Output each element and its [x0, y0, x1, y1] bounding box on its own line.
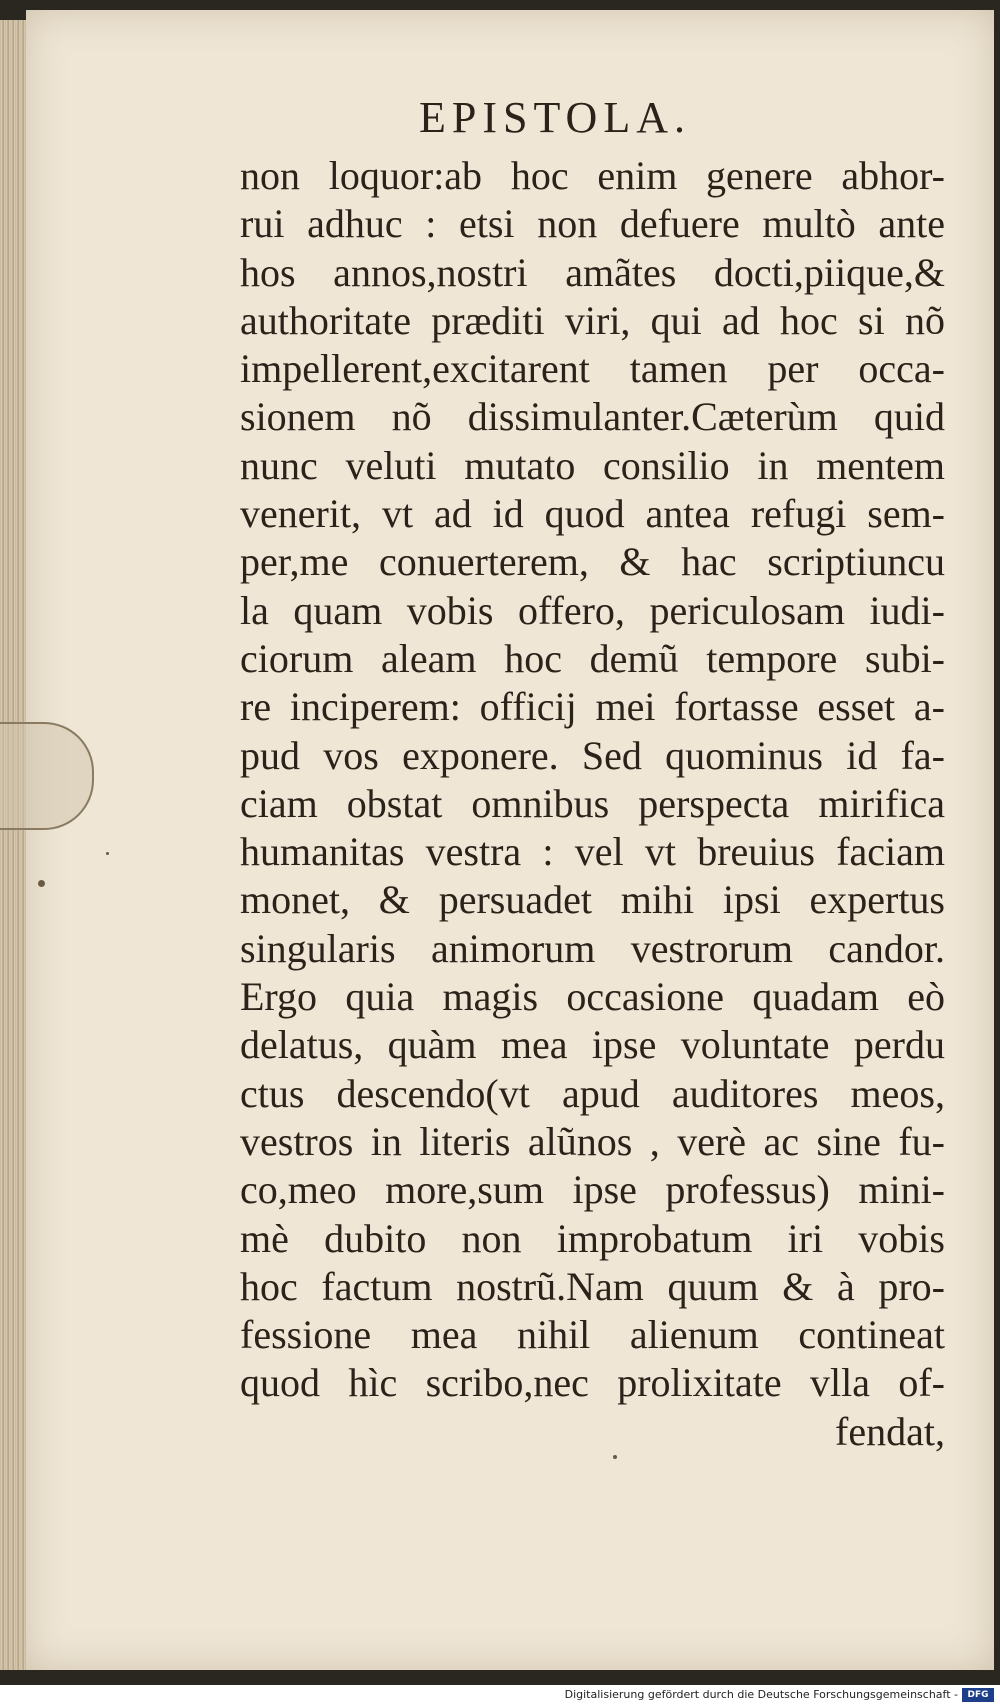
text-line: co,meo more,sum ipse professus) mini-: [240, 1167, 945, 1213]
text-line: non loquor:ab hoc enim genere abhor-: [240, 153, 945, 198]
ink-speck: [38, 880, 45, 887]
text-line: authoritate præditi viri, qui ad hoc si nõ: [240, 297, 945, 343]
ink-speck: [106, 852, 109, 855]
text-line: ciam obstat omnibus perspecta mirifica: [240, 780, 945, 826]
text-line: vestros in literis alũnos , verè ac sine fu-: [240, 1118, 945, 1164]
text-line: ctus descendo(vt apud auditores meos,: [240, 1070, 945, 1116]
text-line: fessione mea nihil alienum contineat: [240, 1312, 945, 1358]
text-block: [240, 152, 950, 1456]
text-line: impellerent,excitarent tamen per occa-: [240, 346, 945, 392]
page-clip-tab: [0, 722, 94, 830]
text-line: per,me conuerterem, & hac scriptiuncu: [240, 539, 945, 585]
text-line: hoc factum nostrũ.Nam quum & à pro-: [240, 1263, 945, 1309]
dfg-logo: DFG: [962, 1688, 994, 1702]
text-line: quod hìc scribo,nec prolixitate vlla of-: [240, 1360, 945, 1406]
text-line: pud vos exponere. Sed quominus id fa-: [240, 732, 945, 778]
text-line: hos annos,nostri amãtes docti,piique,&: [240, 249, 945, 295]
text-line: mè dubito non improbatum iri vobis: [240, 1215, 945, 1261]
digitization-credit: Digitalisierung gefördert durch die Deutsche Forschungsgemeinschaft -: [564, 1688, 958, 1701]
text-line: singularis animorum vestrorum candor.: [240, 925, 945, 971]
text-line: rui adhuc : etsi non defuere multò ante: [240, 201, 945, 247]
text-line: venerit, vt ad id quod antea refugi sem-: [240, 491, 945, 537]
text-line: ciorum aleam hoc demũ tempore subi-: [240, 635, 945, 681]
text-line: sionem nõ dissimulanter.Cæterùm quid: [240, 394, 945, 440]
text-line: delatus, quàm mea ipse voluntate perdu: [240, 1022, 945, 1068]
text-line: la quam vobis offero, periculosam iudi-: [240, 587, 945, 633]
text-line: monet, & persuadet mihi ipsi expertus: [240, 877, 945, 923]
text-line: Ergo quia magis occasione quadam eò: [240, 974, 945, 1020]
text-line: nunc veluti mutato consilio in mentem: [240, 442, 945, 488]
text-line: humanitas vestra : vel vt breuius faciam: [240, 829, 945, 875]
catchword: fendat,: [835, 1408, 945, 1454]
text-line: re inciperem: officij mei fortasse esset a-: [240, 684, 945, 730]
page-header: EPISTOLA.: [419, 93, 691, 142]
